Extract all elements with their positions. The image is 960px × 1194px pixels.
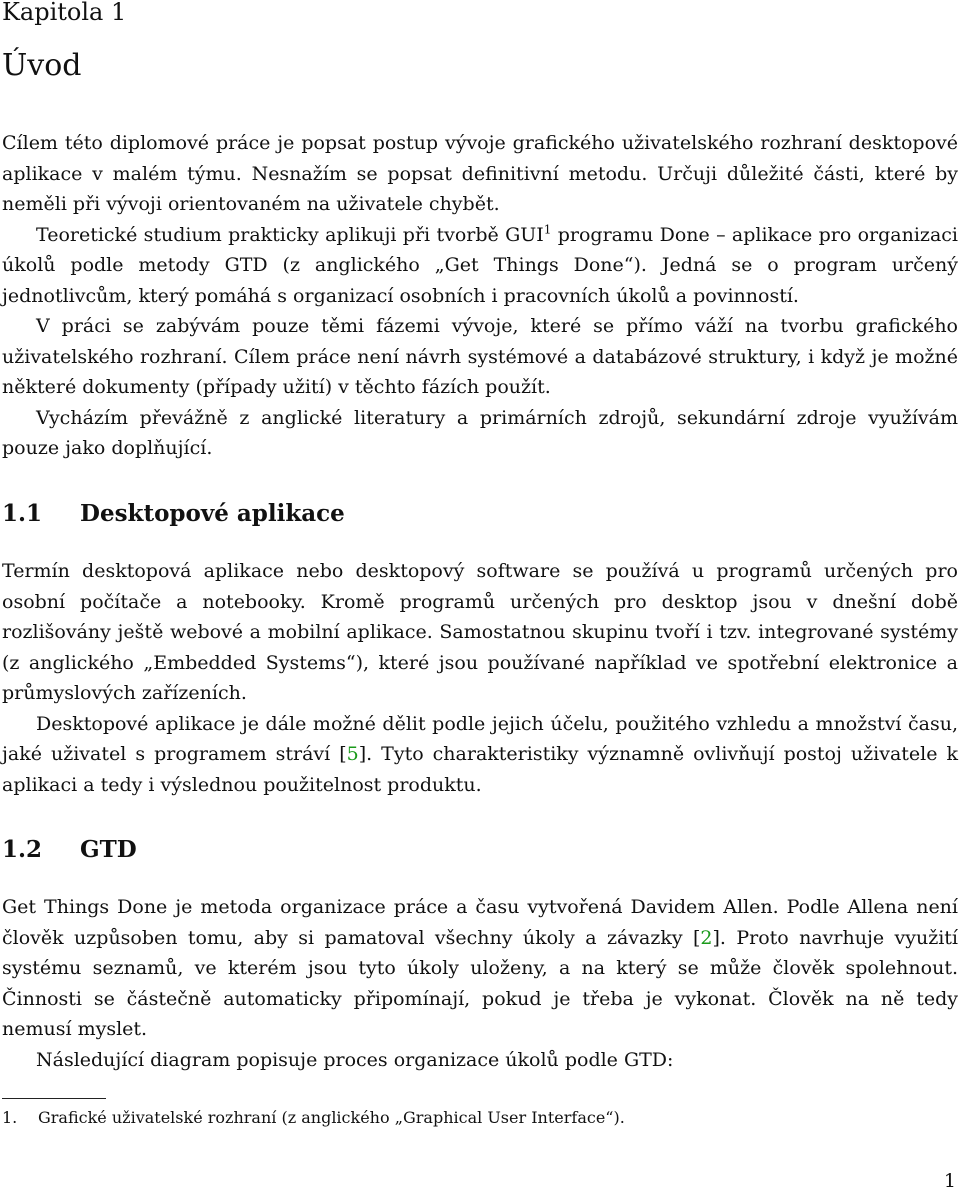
section-title: Desktopové aplikace (80, 500, 345, 527)
section-1-paragraph-2 (2, 709, 958, 801)
footnote-text: Grafické uživatelské rozhraní (z anglického „Graphical User Interface“). (38, 1108, 625, 1127)
section-1-text (2, 556, 958, 800)
citation-link[interactable]: 2 (700, 926, 713, 949)
chapter-label: Kapitola 1 (2, 0, 127, 26)
intro-paragraph-1: Cílem této diplomové práce je popsat postup vývoje grafického uživatelského rozhraní desktopové aplikace v malém týmu. Nesnažím se popsat definitivní metodu. Určuji důležité části, které by neměli při vývoji orientovaném na uživatele chybět. (2, 132, 958, 215)
section-2-paragraph-2: Následující diagram popisuje proces organizace úkolů podle GTD: (36, 1048, 674, 1071)
section-1-paragraph-2-text-a: Desktopové aplikace je dále možné dělit podle jejich účelu, použitého vzhledu a množství času, jaké uživatel s programem stráví [ (2, 712, 958, 765)
intro-paragraph-2-text-a: Teoretické studium prakticky aplikuji při tvorbě GUI (36, 223, 544, 246)
footnote-marker[interactable]: 1 (543, 222, 552, 237)
footnote-number: 1. (2, 1108, 18, 1127)
section-number: 1.1 (2, 500, 43, 527)
section-1-paragraph-1: Termín desktopová aplikace nebo desktopový software se používá u programů určených pro osobní počítače a notebooky. Kromě programů určených pro desktop jsou v dnešní době rozlišovány ještě webové a mobilní aplikace. Samostatnou skupinu tvoří i tzv. integrované systémy (z anglického „Embedded Systems“), které jsou používané například ve spotřební elektronice a průmyslových zařízeních. (2, 560, 958, 704)
chapter-title: Úvod (2, 48, 82, 83)
intro-text (2, 128, 958, 464)
section-2-paragraph-1 (2, 892, 958, 1045)
section-number: 1.2 (2, 836, 43, 863)
intro-paragraph-2-text-b: programu Done – aplikace pro organizaci úkolů podle metody GTD (z anglického „Get Things Done“). Jedná se o program určený jednotlivcům, který pomáhá s organizací osobních i pracovních úkolů a povinností. (2, 223, 958, 307)
intro-paragraph-4: Vycházím převážně z anglické literatury a primárních zdrojů, sekundární zdroje využívám pouze jako doplňující. (2, 406, 958, 459)
intro-paragraph-2 (2, 220, 958, 312)
section-title: GTD (80, 836, 137, 863)
page-number: 1 (943, 1170, 956, 1192)
section-1-paragraph-2-text-b: ]. Tyto charakteristiky významně ovlivňují postoj uživatele k aplikaci a tedy i výslednou použitelnost produktu. (2, 743, 958, 796)
section-2-paragraph-1-text-a: Get Things Done je metoda organizace práce a času vytvořená Davidem Allen. Podle Allena není člověk uzpůsoben tomu, aby si pamatoval všechny úkoly a závazky [ (2, 896, 958, 949)
section-heading-desktop-apps (2, 500, 345, 527)
section-2-paragraph-1-text-b: ]. Proto navrhuje využití systému seznamů, ve kterém jsou tyto úkoly uloženy, a na který se může člověk spolehnout. Činnosti se částečně automaticky připomínají, pokud je třeba je vykonat. Člověk na ně tedy nemusí myslet. (2, 926, 958, 1040)
section-2-text (2, 892, 958, 1075)
section-heading-gtd (2, 836, 137, 863)
footnote-rule (2, 1098, 106, 1099)
citation-link[interactable]: 5 (346, 743, 359, 765)
intro-paragraph-3: V práci se zabývám pouze těmi fázemi vývoje, které se přímo váží na tvorbu grafického uživatelského rozhraní. Cílem práce není návrh systémové a databázové struktury, i když je možné některé dokumenty (případy užití) v těchto fázích použít. (2, 315, 958, 398)
footnote (2, 1108, 625, 1127)
